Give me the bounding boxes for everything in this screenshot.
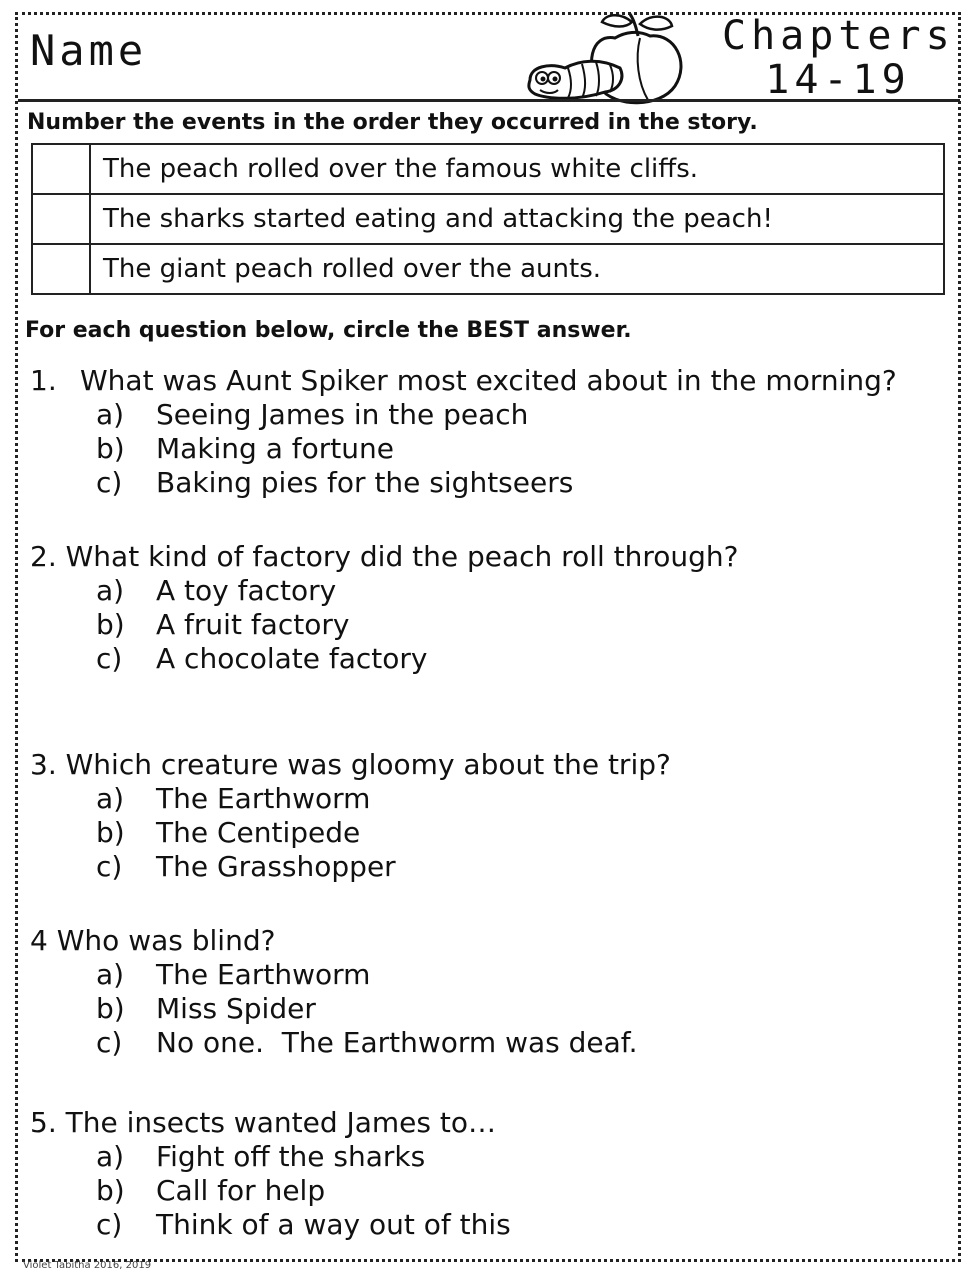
- question-2: [30, 540, 739, 574]
- question-text: What kind of factory did the peach roll through?: [65, 540, 739, 573]
- option-letter: a): [96, 958, 125, 991]
- option-text: The Grasshopper: [156, 850, 396, 883]
- option-text: No one. The Earthworm was deaf.: [156, 1026, 638, 1059]
- answer-option[interactable]: [96, 782, 370, 816]
- question-text: Which creature was gloomy about the trip?: [65, 748, 671, 781]
- chapters-label: Chapters: [722, 13, 955, 59]
- option-text: Think of a way out of this: [156, 1208, 511, 1241]
- answer-option[interactable]: [96, 1174, 325, 1208]
- option-text: Call for help: [156, 1174, 326, 1207]
- question-number: 1.: [30, 364, 57, 397]
- question-number: 3.: [30, 748, 57, 781]
- option-letter: b): [96, 992, 125, 1025]
- option-text: A fruit factory: [156, 608, 350, 641]
- question-3: [30, 748, 671, 782]
- question-number: 4: [30, 924, 48, 957]
- option-letter: a): [96, 574, 125, 607]
- option-text: Fight off the sharks: [156, 1140, 426, 1173]
- option-letter: c): [96, 850, 123, 883]
- chapters-title: [722, 14, 954, 102]
- answer-option[interactable]: [96, 432, 394, 466]
- option-letter: c): [96, 642, 123, 675]
- option-text: The Earthworm: [156, 782, 371, 815]
- option-letter: b): [96, 608, 125, 641]
- option-text: Miss Spider: [156, 992, 316, 1025]
- name-label: Name: [30, 26, 148, 75]
- answer-option[interactable]: [96, 958, 370, 992]
- answer-option[interactable]: [96, 642, 428, 676]
- option-letter: a): [96, 782, 125, 815]
- question-text: Who was blind?: [56, 924, 276, 957]
- option-text: A chocolate factory: [156, 642, 428, 675]
- event-text: The peach rolled over the famous white cliffs.: [90, 144, 944, 194]
- event-text: The giant peach rolled over the aunts.: [90, 244, 944, 294]
- answer-option[interactable]: [96, 992, 316, 1026]
- question-5: [30, 1106, 496, 1140]
- option-letter: b): [96, 1174, 125, 1207]
- order-number-box[interactable]: [32, 244, 90, 294]
- question-4: [30, 924, 275, 958]
- questions-instruction: For each question below, circle the BEST answer.: [25, 318, 632, 343]
- order-number-box[interactable]: [32, 144, 90, 194]
- events-table: [31, 143, 945, 295]
- answer-option[interactable]: [96, 1208, 511, 1242]
- option-text: The Earthworm: [156, 958, 371, 991]
- option-letter: b): [96, 816, 125, 849]
- option-letter: c): [96, 1208, 123, 1241]
- option-text: The Centipede: [156, 816, 361, 849]
- answer-option[interactable]: [96, 466, 573, 500]
- option-text: Making a fortune: [156, 432, 394, 465]
- event-text: The sharks started eating and attacking the peach!: [90, 194, 944, 244]
- table-row: [32, 144, 944, 194]
- option-letter: c): [96, 1026, 123, 1059]
- answer-option[interactable]: [96, 608, 349, 642]
- answer-option[interactable]: [96, 574, 336, 608]
- answer-option[interactable]: [96, 1026, 638, 1060]
- peach-worm-icon: [520, 8, 690, 108]
- table-row: [32, 244, 944, 294]
- option-text: A toy factory: [156, 574, 337, 607]
- question-text: What was Aunt Spiker most excited about in the morning?: [80, 364, 897, 397]
- option-letter: b): [96, 432, 125, 465]
- header-divider: [18, 99, 960, 102]
- answer-option[interactable]: [96, 1140, 425, 1174]
- ordering-instruction: Number the events in the order they occurred in the story.: [27, 110, 758, 135]
- chapters-range: 14-19: [765, 57, 911, 103]
- question-1: [30, 364, 897, 398]
- option-text: Seeing James in the peach: [156, 398, 529, 431]
- answer-option[interactable]: [96, 398, 528, 432]
- option-text: Baking pies for the sightseers: [156, 466, 574, 499]
- answer-option[interactable]: [96, 816, 360, 850]
- order-number-box[interactable]: [32, 194, 90, 244]
- answer-option[interactable]: [96, 850, 396, 884]
- option-letter: a): [96, 1140, 125, 1173]
- copyright-footer: Violet Tabitha 2016, 2019: [23, 1260, 152, 1271]
- question-number: 5.: [30, 1106, 57, 1139]
- table-row: [32, 194, 944, 244]
- option-letter: c): [96, 466, 123, 499]
- question-number: 2.: [30, 540, 57, 573]
- option-letter: a): [96, 398, 125, 431]
- question-text: The insects wanted James to…: [65, 1106, 497, 1139]
